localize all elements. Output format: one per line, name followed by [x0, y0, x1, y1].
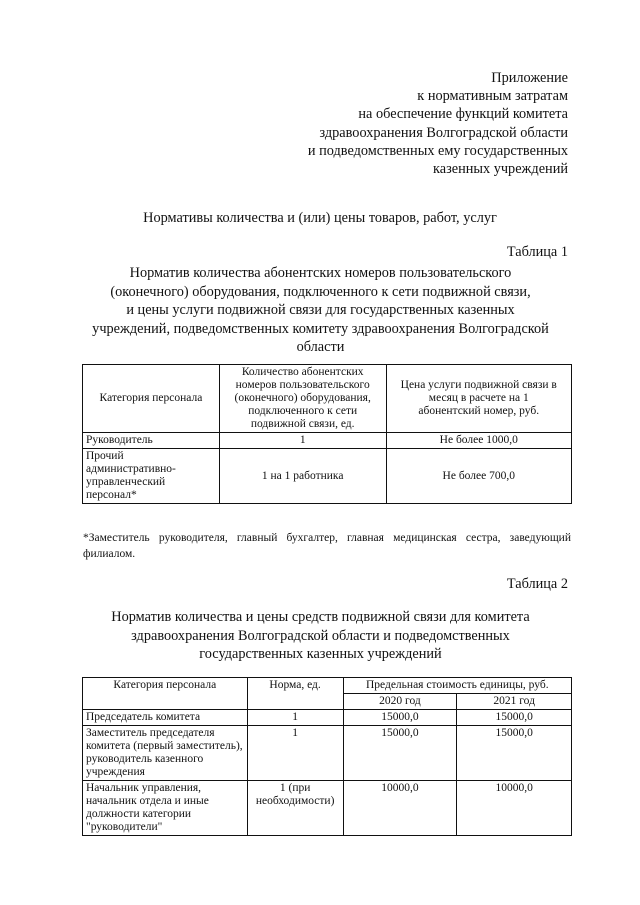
table1-heading-line: Норматив количества абонентских номеров пользовательского: [129, 265, 512, 281]
table2-cell-category: Начальник управления, начальник отдела и иные должности категории "руководители": [83, 781, 248, 836]
table2-cell-norm: 1: [247, 710, 343, 726]
table1-footnote: *Заместитель руководителя, главный бухгалтер, главная медицинская сестра, заведующий филиалом.: [83, 532, 571, 560]
table1-cell-quantity: 1: [219, 433, 386, 449]
table1-heading: [68, 264, 573, 357]
table2-heading-line: здравоохранения Волгоградской области и подведомственных: [131, 627, 510, 644]
table1-cell-price: Не более 1000,0: [386, 433, 572, 449]
table2-cell-category: Председатель комитета: [83, 710, 248, 726]
table2-cell-2020: 15000,0: [343, 726, 457, 781]
table1-header-row: [83, 365, 572, 433]
table1-heading-line: (оконечного) оборудования, подключенного к сети подвижной связи,: [110, 283, 531, 300]
table2-header-row: [83, 678, 572, 694]
table1-label: Таблица 1: [506, 244, 568, 260]
table2: [82, 677, 572, 836]
table2-cell-2021: 15000,0: [457, 710, 572, 726]
appendix-line: к нормативным затратам: [417, 88, 568, 105]
appendix-line: и подведомственных ему государственных: [307, 142, 568, 159]
appendix-line: на обеспечение функций комитета: [358, 106, 568, 123]
table2-header-year-2020: 2020 год: [343, 694, 457, 710]
table2-heading-line: Норматив количества и цены средств подвижной связи для комитета: [111, 609, 530, 625]
main-title: Нормативы количества и (или) цены товаров, работ, услуг: [143, 210, 497, 226]
table1: [82, 364, 572, 504]
appendix-line: здравоохранения Волгоградской области: [319, 124, 568, 141]
table-row: [83, 710, 572, 726]
table2-label: Таблица 2: [506, 576, 568, 592]
table2-header-year-2021: 2021 год: [457, 694, 572, 710]
table-row: [83, 449, 572, 504]
table2-cell-norm: 1: [247, 726, 343, 781]
table2-cell-2020: 15000,0: [343, 710, 457, 726]
table1-heading-line: и цены услуги подвижной связи для государственных казенных: [126, 302, 515, 318]
table2-header-category: Категория персонала: [83, 678, 248, 710]
appendix-block: [250, 69, 568, 178]
appendix-line: казенных учреждений: [433, 161, 568, 178]
table2-cell-2021: 15000,0: [457, 726, 572, 781]
table1-cell-category: Прочий административно-управленческий персонал*: [83, 449, 220, 504]
table2-heading-line: государственных казенных учреждений: [199, 646, 442, 662]
table-row: [83, 433, 572, 449]
table2-cell-norm: 1 (при необходимости): [247, 781, 343, 836]
table2-cell-2020: 10000,0: [343, 781, 457, 836]
table1-heading-line: учреждений, подведомственных комитету здравоохранения Волгоградской: [92, 320, 549, 337]
table1-header-quantity: Количество абонентских номеров пользовательского (оконечного) оборудования, подключенного к сети подвижной связи, ед.: [219, 365, 386, 433]
table2-header-norm: Норма, ед.: [247, 678, 343, 710]
table1-heading-line: области: [296, 339, 345, 355]
table1-cell-quantity: 1 на 1 работника: [219, 449, 386, 504]
table1-header-price: Цена услуги подвижной связи в месяц в расчете на 1 абонентский номер, руб.: [386, 365, 572, 433]
table-row: [83, 726, 572, 781]
appendix-line: Приложение: [491, 70, 568, 86]
table1-cell-price: Не более 700,0: [386, 449, 572, 504]
table2-cell-2021: 10000,0: [457, 781, 572, 836]
table2-heading: [68, 608, 573, 664]
table-row: [83, 781, 572, 836]
table1-header-category: Категория персонала: [83, 365, 220, 433]
table2-cell-category: Заместитель председателя комитета (первый заместитель), руководитель казенного учреждения: [83, 726, 248, 781]
table1-cell-category: Руководитель: [83, 433, 220, 449]
table2-header-price: Предельная стоимость единицы, руб.: [343, 678, 571, 694]
